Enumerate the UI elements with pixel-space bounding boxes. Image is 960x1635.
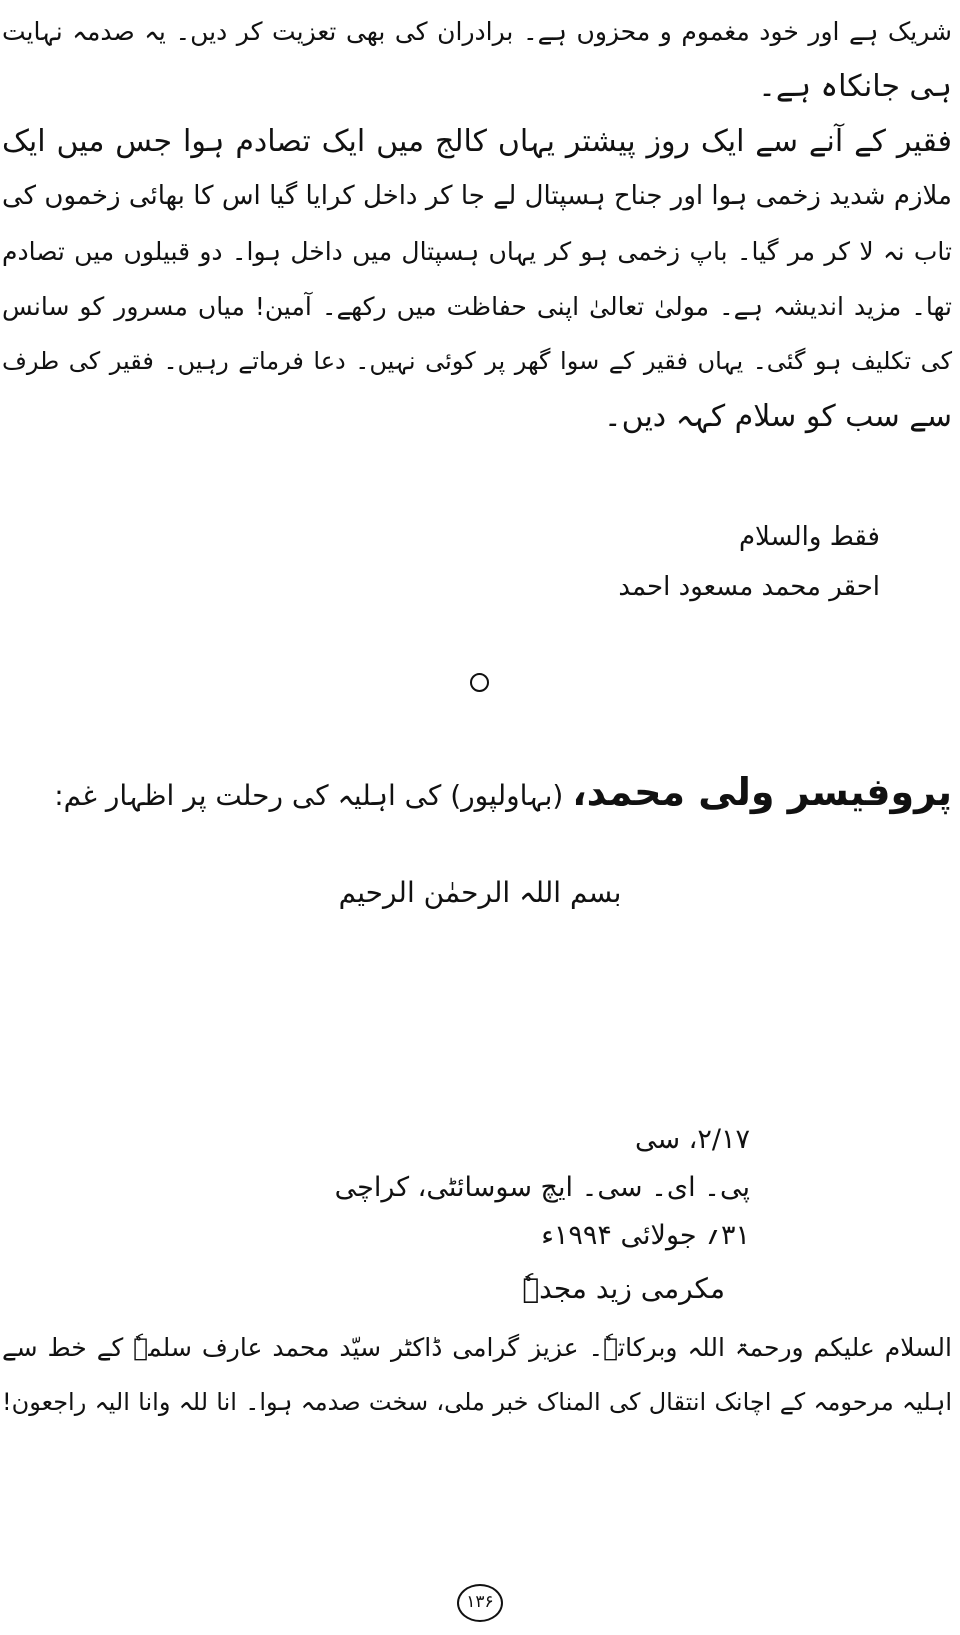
paragraph-2 bbox=[2, 114, 952, 444]
address-line-1: ۲/۱۷، سی bbox=[634, 1124, 750, 1155]
heading-name: پروفیسر ولی محمد، bbox=[572, 770, 952, 814]
heading-subtitle: (بہاولپور) کی اہلیہ کی رحلت پر اظہار غم: bbox=[54, 779, 573, 812]
signature-line: احقر محمد مسعود احمد bbox=[618, 572, 880, 602]
paragraph-3-line-2: اہلیہ مرحومہ کے اچانک انتقال کی المناک خبر ملی، سخت صدمہ ہوا۔ انا للہ وانا الیہ راجعون! bbox=[2, 1388, 952, 1416]
closing-signature bbox=[480, 512, 880, 612]
paragraph-3 bbox=[2, 1320, 952, 1430]
address-line-2: پی۔ ای۔ سی۔ ایچ سوسائٹی، کراچی bbox=[334, 1172, 750, 1203]
letter-address-block bbox=[190, 1116, 750, 1260]
section-divider-circle-icon bbox=[470, 673, 489, 692]
paragraph-1-line-1: شریک ہے اور خود مغموم و محزوں ہے۔ برادران کی بھی تعزیت کر دیں۔ یہ صدمہ نہایت bbox=[2, 17, 952, 46]
letter-date: ۳۱؍ جولائی ۱۹۹۴ء bbox=[541, 1220, 750, 1251]
section-heading bbox=[2, 760, 952, 824]
paragraph-2-line-5: کی تکلیف ہو گئی۔ یہاں فقیر کے سوا گھر پر کوئی نہیں۔ دعا فرماتے رہیں۔ فقیر کی طرف bbox=[2, 347, 952, 375]
paragraph-2-line-4: تھا۔ مزید اندیشہ ہے۔ مولیٰ تعالیٰ اپنی حفاظت میں رکھے۔ آمین! میاں مسرور کو سانس bbox=[2, 292, 952, 321]
paragraph-2-line-1: فقیر کے آنے سے ایک روز پیشتر یہاں کالج میں ایک تصادم ہوا جس میں ایک bbox=[2, 124, 952, 159]
bismillah: بسم اللہ الرحمٰن الرحیم bbox=[338, 876, 622, 909]
paragraph-1 bbox=[2, 4, 952, 114]
paragraph-2-line-6: سے سب کو سلام کہہ دیں۔ bbox=[604, 399, 952, 434]
paragraph-3-line-1: السلام علیکم ورحمۃ اللہ وبرکاتہٗ۔ عزیز گرامی ڈاکٹر سیّد محمد عارف سلمہٗ کے خط سے bbox=[2, 1333, 952, 1362]
paragraph-1-line-2: ہی جانکاہ ہے۔ bbox=[758, 69, 952, 104]
paragraph-2-line-2: ملازم شدید زخمی ہوا اور جناح ہسپتال لے جا کر داخل کرایا گیا اس کا بھائی زخموں کی bbox=[2, 181, 952, 211]
page-number: ۱۳۶ bbox=[457, 1584, 503, 1622]
salutation: مکرمی زید مجدہٗ bbox=[522, 1272, 725, 1305]
closing-line: فقط والسلام bbox=[738, 522, 880, 552]
paragraph-2-line-3: تاب نہ لا کر مر گیا۔ باپ زخمی ہو کر یہاں ہسپتال میں داخل ہوا۔ دو قبیلوں میں تصادم bbox=[2, 237, 952, 266]
